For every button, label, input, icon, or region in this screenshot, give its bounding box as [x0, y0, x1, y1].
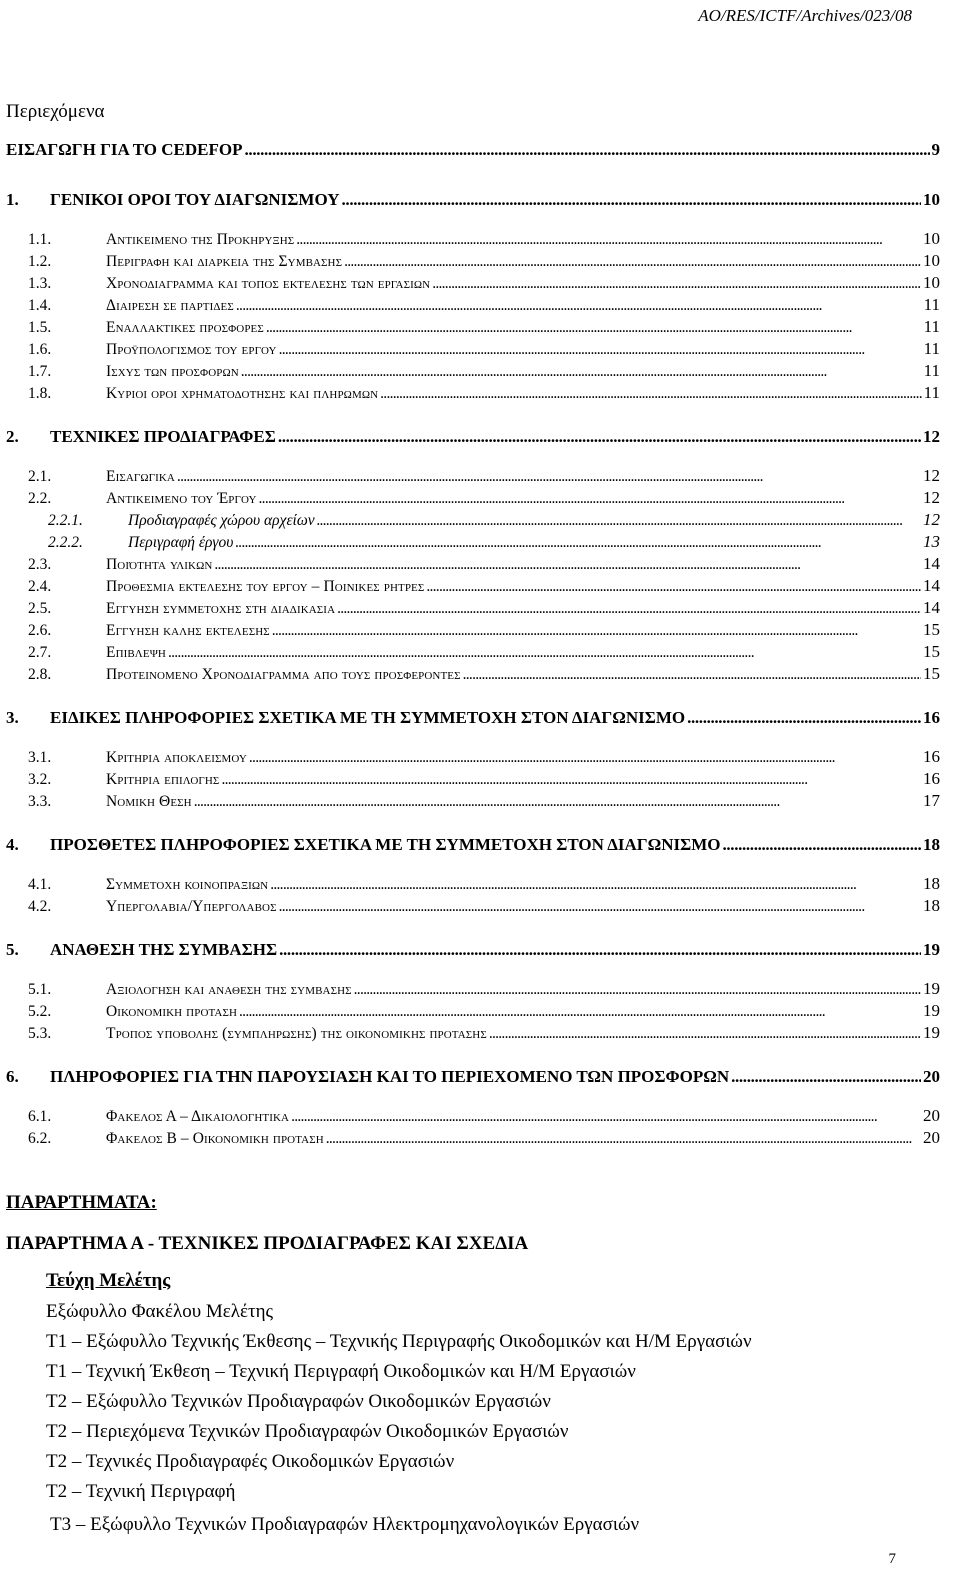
toc-dot-leader: [221, 771, 921, 789]
toc-entry-number: 6.2.: [28, 1130, 52, 1147]
toc-dot-leader: [270, 876, 921, 894]
toc-entry[interactable]: [0, 427, 960, 449]
toc-entry-page: 16: [923, 747, 940, 766]
toc-entry-number: 4.1.: [28, 876, 52, 893]
toc-dot-leader: [168, 644, 921, 662]
toc-entry-page: 17: [923, 791, 940, 810]
toc-entry-label: Υπεργολαβια/Υπεργολαβος: [106, 898, 277, 915]
toc-dot-leader: [278, 427, 921, 447]
toc-dot-leader: [432, 275, 921, 293]
toc-entry[interactable]: [0, 361, 960, 383]
toc-entry[interactable]: [0, 874, 960, 896]
toc-entry[interactable]: [0, 1023, 960, 1045]
toc-entry-number: 3.2.: [28, 771, 52, 788]
toc-entry-label: ΓΕΝΙΚΟΙ ΟΡΟΙ ΤΟΥ ΔΙΑΓΩΝΙΣΜΟΥ: [50, 190, 340, 209]
toc-entry-label: Περιγραφή έργου: [128, 534, 234, 551]
toc-entry[interactable]: [0, 339, 960, 361]
toc-entry[interactable]: [0, 1106, 960, 1128]
toc-entry-page: 11: [923, 339, 940, 358]
toc-entry-page: 10: [923, 251, 940, 270]
toc-entry[interactable]: [0, 229, 960, 251]
toc-entry-label: Εγγυηση συμμετοχης στη διαδικασια: [106, 600, 336, 617]
toc-entry-page: 15: [923, 664, 940, 683]
toc-entry-label: Εναλλακτικες προσφορες: [106, 319, 264, 336]
toc-entry-number: 1.6.: [28, 341, 52, 358]
toc-dot-leader: [723, 835, 922, 855]
toc-entry[interactable]: [0, 708, 960, 730]
toc-entry-label: Προτεινομενο Χρονοδιαγραμμα απο τους προσφεροντες: [106, 666, 461, 683]
toc-entry-label: Ποιότητα υλικων: [106, 556, 213, 573]
toc-entry[interactable]: [0, 554, 960, 576]
toc-entry-number: 5.3.: [28, 1025, 52, 1042]
toc-entry-number: 3.: [6, 708, 19, 727]
toc-entry[interactable]: [0, 940, 960, 962]
toc-entry[interactable]: [0, 642, 960, 664]
toc-entry-label: Προδιαγραφές χώρου αρχείων: [128, 512, 315, 529]
toc-entry-number: 1.1.: [28, 231, 52, 248]
toc-entry-label: Φακελος Α – Δικαιολογητικα: [106, 1108, 290, 1125]
toc-dot-leader: [279, 898, 921, 916]
toc-dot-leader: [296, 231, 921, 249]
toc-entry-page: 12: [923, 510, 940, 529]
toc-entry-label: Κριτηρια αποκλεισμου: [106, 749, 247, 766]
toc-entry-label: Αντικειμενο του Έργου: [106, 490, 257, 507]
toc-entry-label: ΑΝΑΘΕΣΗ ΤΗΣ ΣΥΜΒΑΣΗΣ: [50, 940, 278, 959]
toc-entry-number: 4.: [6, 835, 19, 854]
toc-dot-leader: [731, 1067, 921, 1087]
toc-entry-number: 2.4.: [28, 578, 52, 595]
annex-a-heading: ΠΑΡΑΡΤΗΜΑ Α - ΤΕΧΝΙΚΕΣ ΠΡΟΔΙΑΓΡΑΦΕΣ ΚΑΙ ΣΧΕΔΙΑ: [6, 1233, 529, 1254]
toc-dot-leader: [259, 490, 921, 508]
toc-entry-number: 6.: [6, 1067, 19, 1086]
toc-dot-leader: [249, 749, 921, 767]
toc-entry-number: 2.: [6, 427, 19, 446]
toc-entry-page: 13: [923, 532, 940, 551]
toc-entry-number: 1.7.: [28, 363, 52, 380]
toc-dot-leader: [214, 556, 921, 574]
toc-entry[interactable]: [0, 251, 960, 273]
toc-entry-number: 1.2.: [28, 253, 52, 270]
toc-entry[interactable]: [0, 979, 960, 1001]
toc-entry-number: 3.3.: [28, 793, 52, 810]
toc-entry-number: 2.3.: [28, 556, 52, 573]
toc-entry-page: 16: [923, 708, 940, 727]
toc-entry-label: Εγγυηση καλης εκτελεσης: [106, 622, 270, 639]
toc-entry[interactable]: [0, 1067, 960, 1089]
toc-entry[interactable]: [0, 747, 960, 769]
toc-entry-page: 11: [923, 317, 940, 336]
toc-dot-leader: [326, 1130, 921, 1148]
toc-entry-label: ΕΙΔΙΚΕΣ ΠΛΗΡΟΦΟΡΙΕΣ ΣΧΕΤΙΚΑ ΜΕ ΤΗ ΣΥΜΜΕΤΟΧΗ ΣΤΟΝ ΔΙΑΓΩΝΙΣΜΟ: [50, 708, 686, 727]
toc-entry-page: 14: [923, 554, 940, 573]
annex-item: Τ2 – Τεχνικές Προδιαγραφές Οικοδομικών Εργασιών: [46, 1451, 455, 1472]
toc-entry-label: ΤΕΧΝΙΚΕΣ ΠΡΟΔΙΑΓΡΑΦΕΣ: [50, 427, 276, 446]
document-reference: AO/RES/ICTF/Archives/023/08: [698, 6, 912, 25]
toc-entry-number: 1.3.: [28, 275, 52, 292]
toc-dot-leader: [272, 622, 921, 640]
toc-entry-page: 12: [923, 466, 940, 485]
toc-entry-page: 10: [923, 273, 940, 292]
toc-entry[interactable]: [0, 1128, 960, 1150]
annex-item: Τ2 – Εξώφυλλο Τεχνικών Προδιαγραφών Οικοδομικών Εργασιών: [46, 1391, 551, 1412]
toc-dot-leader: [177, 468, 921, 486]
toc-entry-number: 1.8.: [28, 385, 52, 402]
toc-entry-page: 14: [923, 598, 940, 617]
toc-entry[interactable]: [0, 140, 960, 162]
toc-entry-label: ΕΙΣΑΓΩΓΗ ΓΙΑ ΤΟ CEDEFOP: [6, 140, 243, 159]
toc-entry[interactable]: [0, 664, 960, 686]
toc-entry[interactable]: [0, 317, 960, 339]
toc-entry-label: Χρονοδιαγραμμα και τοπος εκτελεσης των εργασιων: [106, 275, 431, 292]
toc-entry[interactable]: [0, 383, 960, 405]
annex-item: Τ1 – Εξώφυλλο Τεχνικής Έκθεσης – Τεχνικής Περιγραφής Οικοδομικών και Η/Μ Εργασιών: [46, 1331, 752, 1352]
toc-entry-number: 5.1.: [28, 981, 52, 998]
toc-entry-label: Προθεσμια εκτελεσης του εργου – Ποινικες ρητρες: [106, 578, 425, 595]
toc-dot-leader: [241, 363, 922, 381]
toc-entry-number: 2.7.: [28, 644, 52, 661]
toc-entry-page: 10: [923, 190, 940, 209]
toc-entry-label: Εισαγωγικα: [106, 468, 175, 485]
toc-dot-leader: [266, 319, 922, 337]
toc-entry[interactable]: [0, 466, 960, 488]
toc-dot-leader: [463, 666, 921, 684]
toc-entry-number: 2.5.: [28, 600, 52, 617]
toc-entry-number: 5.2.: [28, 1003, 52, 1020]
toc-entry-page: 15: [923, 620, 940, 639]
study-volumes-heading: Τεύχη Μελέτης: [46, 1270, 171, 1291]
toc-entry-page: 19: [923, 1023, 940, 1042]
toc-entry-number: 2.2.1.: [48, 512, 83, 529]
toc-entry-label: Αντικειμενο της Προκηρυξης: [106, 231, 295, 248]
toc-entry-page: 19: [923, 1001, 940, 1020]
toc-dot-leader: [337, 600, 921, 618]
toc-entry-page: 12: [923, 488, 940, 507]
toc-dot-leader: [342, 190, 921, 210]
toc-entry-page: 11: [923, 361, 940, 380]
toc-entry-page: 20: [923, 1067, 940, 1086]
toc-entry-page: 11: [923, 295, 940, 314]
toc-entry-number: 6.1.: [28, 1108, 52, 1125]
toc-entry-label: Φακελος Β – Οικονομικη προταση: [106, 1130, 324, 1147]
toc-dot-leader: [291, 1108, 921, 1126]
annex-item: Τ2 – Περιεχόμενα Τεχνικών Προδιαγραφών Οικοδομικών Εργασιών: [46, 1421, 569, 1442]
toc-dot-leader: [236, 297, 922, 315]
toc-entry[interactable]: [0, 1001, 960, 1023]
toc-entry-page: 19: [923, 979, 940, 998]
toc-entry-number: 5.: [6, 940, 19, 959]
toc-entry[interactable]: [0, 598, 960, 620]
toc-entry-number: 2.8.: [28, 666, 52, 683]
toc-dot-leader: [354, 981, 921, 999]
toc-entry-number: 2.6.: [28, 622, 52, 639]
toc-entry[interactable]: [0, 510, 960, 532]
annex-item: Τ1 – Τεχνική Έκθεση – Τεχνική Περιγραφή Οικοδομικών και Η/Μ Εργασιών: [46, 1361, 636, 1382]
toc-entry-page: 15: [923, 642, 940, 661]
toc-entry-label: Κυριοι οροι χρηματοδοτησης και πληρωμων: [106, 385, 379, 402]
toc-dot-leader: [279, 341, 922, 359]
toc-entry[interactable]: [0, 576, 960, 598]
toc-entry-label: ΠΛΗΡΟΦΟΡΙΕΣ ΓΙΑ ΤΗΝ ΠΑΡΟΥΣΙΑΣΗ ΚΑΙ ΤΟ ΠΕΡΙΕΧΟΜΕΝΟ ΤΩΝ ΠΡΟΣΦΟΡΩΝ: [50, 1067, 730, 1086]
toc-title: Περιεχόμενα: [6, 101, 105, 122]
toc-dot-leader: [687, 708, 921, 728]
toc-entry-page: 16: [923, 769, 940, 788]
toc-entry-label: Οικονομικη προταση: [106, 1003, 238, 1020]
toc-entry[interactable]: [0, 835, 960, 857]
toc-entry[interactable]: [0, 769, 960, 791]
toc-entry-label: Τροπος υποβολης (συμπληρωσης) της οικονομικης προτασης: [106, 1025, 487, 1042]
toc-entry-page: 20: [923, 1128, 940, 1147]
toc-entry-label: ΠΡΟΣΘΕΤΕΣ ΠΛΗΡΟΦΟΡΙΕΣ ΣΧΕΤΙΚΑ ΜΕ ΤΗ ΣΥΜΜΕΤΟΧΗ ΣΤΟΝ ΔΙΑΓΩΝΙΣΜΟ: [50, 835, 721, 854]
toc-dot-leader: [235, 534, 921, 552]
toc-dot-leader: [194, 793, 921, 811]
toc-entry[interactable]: [0, 190, 960, 212]
toc-dot-leader: [344, 253, 921, 271]
toc-entry-page: 11: [923, 383, 940, 402]
toc-entry-label: Περιγραφη και διαρκεια της Συμβασης: [106, 253, 343, 270]
toc-entry-number: 4.2.: [28, 898, 52, 915]
annex-item: Τ3 – Εξώφυλλο Τεχνικών Προδιαγραφών Ηλεκτρομηχανολογικών Εργασιών: [50, 1514, 640, 1535]
annexes-title: ΠΑΡΑΡΤΗΜΑΤΑ:: [6, 1192, 157, 1213]
toc-entry-number: 3.1.: [28, 749, 52, 766]
toc-entry-page: 9: [931, 140, 940, 159]
toc-entry[interactable]: [0, 295, 960, 317]
toc-entry-number: 2.2.: [28, 490, 52, 507]
toc-entry-number: 1.4.: [28, 297, 52, 314]
annex-item: Εξώφυλλο Φακέλου Μελέτης: [46, 1301, 274, 1322]
toc-entry[interactable]: [0, 791, 960, 813]
toc-entry-label: Συμμετοχη κοινοπραξιων: [106, 876, 269, 893]
toc-dot-leader: [489, 1025, 921, 1043]
toc-entry-label: Νομικη Θεση: [106, 793, 192, 810]
toc-entry[interactable]: [0, 896, 960, 918]
toc-dot-leader: [380, 385, 921, 403]
toc-entry[interactable]: [0, 620, 960, 642]
toc-dot-leader: [426, 578, 921, 596]
toc-entry-label: Αξιολογηση και αναθεση της συμβασης: [106, 981, 352, 998]
toc-entry[interactable]: [0, 532, 960, 554]
toc-entry-number: 1.: [6, 190, 19, 209]
toc-dot-leader: [317, 512, 921, 530]
toc-entry-page: 18: [923, 896, 940, 915]
toc-entry-label: Διαιρεση σε παρτιδες: [106, 297, 234, 314]
annex-item: Τ2 – Τεχνική Περιγραφή: [46, 1481, 236, 1502]
toc-entry-number: 1.5.: [28, 319, 52, 336]
toc-entry-label: Επιβλεψη: [106, 644, 166, 661]
toc-entry-page: 12: [923, 427, 940, 446]
toc-dot-leader: [279, 940, 921, 960]
toc-entry-page: 14: [923, 576, 940, 595]
toc-entry-page: 10: [923, 229, 940, 248]
toc-entry-page: 18: [923, 874, 940, 893]
toc-entry[interactable]: [0, 488, 960, 510]
toc-entry-label: Κριτηρια επιλογης: [106, 771, 220, 788]
toc-entry-number: 2.2.2.: [48, 534, 83, 551]
toc-entry-page: 19: [923, 940, 940, 959]
toc-entry-page: 20: [923, 1106, 940, 1125]
toc-entry-label: Προϋπολογισμος του εργου: [106, 341, 277, 358]
page-number: 7: [888, 1551, 896, 1567]
toc-entry[interactable]: [0, 273, 960, 295]
toc-dot-leader: [245, 140, 930, 160]
toc-entry-label: Ισχυς των προσφορων: [106, 363, 239, 380]
toc-entry-page: 18: [923, 835, 940, 854]
toc-dot-leader: [239, 1003, 921, 1021]
toc-entry-number: 2.1.: [28, 468, 52, 485]
